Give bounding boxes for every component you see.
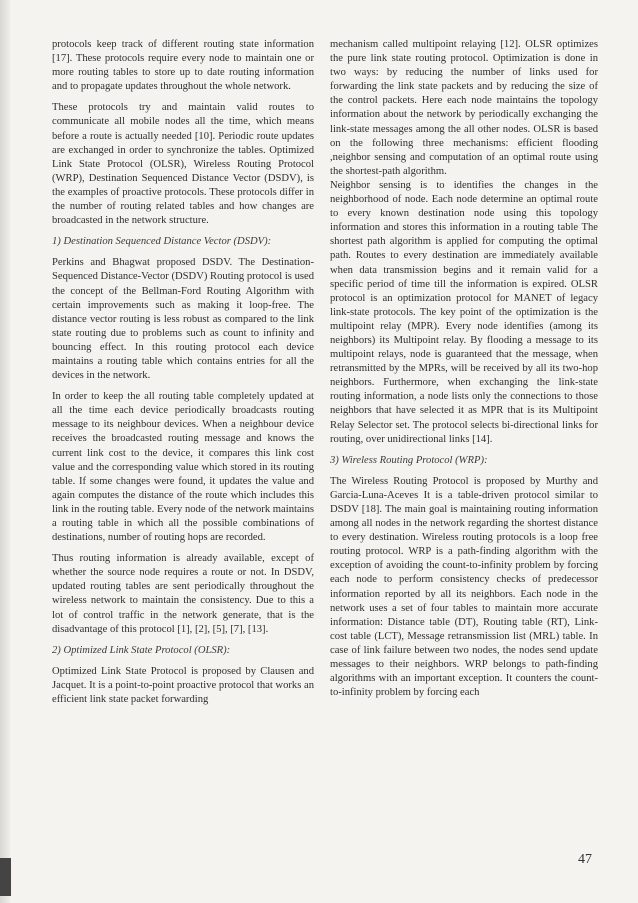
left-column <box>52 38 314 707</box>
left-paragraph-1: protocols keep track of different routing state information [17]. These protocols require every node to maintain one or more routing tables to store up to date routing information and to propagate updates throughout the whole network. <box>52 39 314 93</box>
left-paragraph-6: Optimized Link State Protocol is proposed by Clausen and Jacquet. It is a point-to-point proactive protocol that works an efficient link state packet forwarding <box>52 665 314 706</box>
left-paragraph-4: In order to keep the all routing table completely updated at all the time each device periodically broadcasts routing message to its neighbour devices. When a neighbour device receives the broadcasted routing message and knows the current link cost to the device, it compares this link cost value and the corresponding value which stored in its routing table. If some changes were found, it updates the value and again computes the distance of the route which includes this link in the routing table. Every node of the network maintains a routing table in which all the possible combinations of destinations, number of routing hops are recorded. <box>52 391 314 544</box>
page-binding-shadow <box>0 0 10 903</box>
scan-corner-mark <box>0 858 11 896</box>
section-heading-olsr: 2) Optimized Link State Protocol (OLSR): <box>52 644 231 656</box>
section-heading-dsdv: 1) Destination Sequenced Distance Vector (DSDV): <box>52 236 272 248</box>
left-paragraph-2: These protocols try and maintain valid routes to communicate all mobile nodes all the time, which means before a route is actually needed [10]. Periodic route updates are exchanged in order to synchronize the tables. Optimized Link State Protocol (OLSR), Wireless Routing Protocol (WRP), Destination Sequenced Distance Vector (DSDV), is the examples of proactive protocols. These protocols differ in the number of routing related tables and how changes are broadcasted in the network structure. <box>52 102 314 227</box>
right-paragraph-2: Neighbor sensing is to identifies the changes in the neighborhood of node. Each node determine an optimal route to every known destination node using this topology information and stores this information in a routing table The shortest path algorithm is applied for computing the optimal path. Routes to every destination are immediately available when data transmission begins and it remain valid for a specific period of time till the information is expired. OLSR protocol is an optimization protocol for MANET of legacy link-state protocols. The key point of the optimization is the multipoint relay (MPR). Every node identifies (among its neighbors) its Multipoint relay. By flooding a message to its multipoint relays, node is guaranteed that the message, when retransmitted by the MPRs, will be received by all its two-hop neighbors. Furthermore, when exchanging the link-state routing information, a node lists only the connections to those neighbors that have selected it as MPR that is its Multipoint Relay Selector set. The protocol selects bi-directional links for routing, over unidirectional links [14]. <box>330 179 598 445</box>
right-column <box>330 38 598 700</box>
section-heading-wrp: 3) Wireless Routing Protocol (WRP): <box>330 454 488 466</box>
right-paragraph-3: The Wireless Routing Protocol is proposed by Murthy and Garcia-Luna-Aceves It is a table-driven protocol similar to DSDV [18]. The main goal is maintaining routing information among all nodes in the network regarding the shortest distance to every destination. Wireless routing protocols is a loop free routing protocol. WRP is a path-finding algorithm with the exception of avoiding the count-to-infinity problem by forcing each node to perform consistency checks of predecessor information reported by all its neighbors. Each node in the network uses a set of four tables to maintain more accurate information: Distance table (DT), Routing table (RT), Link-cost table (LCT), Message retransmission list (MRL) table. In case of link failure between two nodes, the nodes send update messages to their neighbors. WRP belongs to path-finding algorithms with an important exception. It counters the count-to-infinity problem by forcing each <box>330 475 598 699</box>
left-paragraph-5: Thus routing information is already available, except of whether the source node requires a route or not. In DSDV, updated routing tables are sent periodically throughout the wireless network to maintain the consistency. Due to this a lot of control traffic in the network generate, that is the disadvantage of this protocol [1], [2], [5], [7], [13]. <box>52 553 314 635</box>
left-paragraph-3: Perkins and Bhagwat proposed DSDV. The Destination-Sequenced Distance-Vector (DSDV) Routing protocol is used the concept of the Bellman-Ford Routing Algorithm with certain improvements such as making it loop-free. The distance vector routing is less robust as compared to the link state routing due to problems such as count to infinity and bouncing effect. In this routing protocol each device maintains a routing table which contains entries for all the devices in the network. <box>52 257 314 382</box>
page-number: 47 <box>578 852 592 867</box>
right-paragraph-1: mechanism called multipoint relaying [12]. OLSR optimizes the pure link state routing protocol. Optimization is done in two ways: by reducing the number of links used for forwarding the link state packets and by reducing the size of the control packets. Here each node maintains the topology information about the network by periodically exchanging the link-state messages among the all other nodes. OLSR is based on the following three mechanisms: efficient flooding ,neighbor sensing and computation of an optimal route using the shortest-path algorithm. <box>330 39 598 177</box>
